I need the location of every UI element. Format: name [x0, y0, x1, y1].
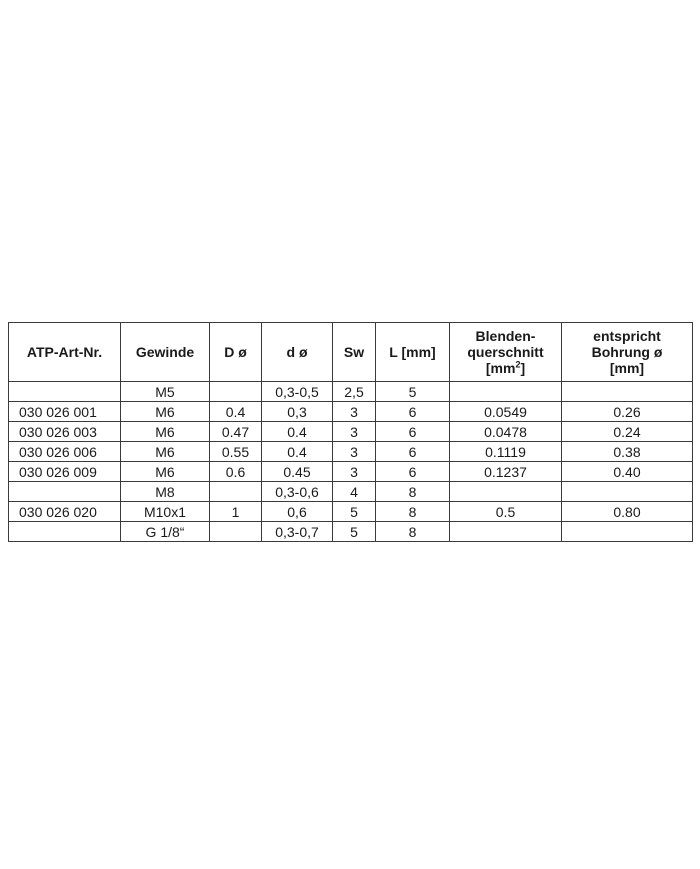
cell-art-nr [9, 482, 121, 502]
header-bohrung-line3: [mm] [609, 360, 645, 376]
cell-D: 0.55 [210, 442, 262, 462]
cell-art-nr: 030 026 009 [9, 462, 121, 482]
cell-blende: 0.5 [450, 502, 562, 522]
cell-d: 0,3-0,6 [262, 482, 333, 502]
cell-bohrung: 0.24 [562, 422, 693, 442]
header-sw: Sw [333, 323, 376, 382]
table-row [9, 502, 693, 522]
cell-L: 8 [376, 482, 450, 502]
cell-art-nr [9, 382, 121, 402]
header-gewinde: Gewinde [121, 323, 210, 382]
cell-gewinde: M10x1 [121, 502, 210, 522]
cell-L: 6 [376, 442, 450, 462]
table-row [9, 462, 693, 482]
cell-sw: 5 [333, 522, 376, 542]
header-blende-line2: querschnitt [467, 344, 544, 360]
cell-L: 8 [376, 502, 450, 522]
cell-d: 0,3-0,5 [262, 382, 333, 402]
cell-D [210, 382, 262, 402]
header-D-diameter: D ø [210, 323, 262, 382]
cell-D: 0.4 [210, 402, 262, 422]
cell-bohrung [562, 382, 693, 402]
header-bohrung [562, 323, 693, 382]
cell-d: 0,3-0,7 [262, 522, 333, 542]
cell-gewinde: M6 [121, 422, 210, 442]
cell-blende [450, 522, 562, 542]
cell-d: 0.4 [262, 422, 333, 442]
cell-L: 6 [376, 402, 450, 422]
header-art-nr: ATP-Art-Nr. [9, 323, 121, 382]
table-row [9, 482, 693, 502]
cell-sw: 3 [333, 462, 376, 482]
cell-d: 0.4 [262, 442, 333, 462]
cell-L: 8 [376, 522, 450, 542]
cell-D [210, 482, 262, 502]
cell-gewinde: M6 [121, 402, 210, 422]
header-bohrung-line2: Bohrung ø [591, 344, 663, 360]
cell-gewinde: G 1/8“ [121, 522, 210, 542]
cell-D [210, 522, 262, 542]
cell-d: 0,3 [262, 402, 333, 422]
cell-sw: 3 [333, 442, 376, 462]
cell-bohrung: 0.26 [562, 402, 693, 422]
cell-blende [450, 482, 562, 502]
cell-bohrung: 0.80 [562, 502, 693, 522]
cell-gewinde: M6 [121, 442, 210, 462]
cell-bohrung: 0.38 [562, 442, 693, 462]
cell-blende [450, 382, 562, 402]
cell-blende: 0.1237 [450, 462, 562, 482]
cell-d: 0.45 [262, 462, 333, 482]
cell-blende: 0.0478 [450, 422, 562, 442]
cell-bohrung [562, 522, 693, 542]
cell-D: 1 [210, 502, 262, 522]
cell-sw: 2,5 [333, 382, 376, 402]
table-row [9, 382, 693, 402]
cell-gewinde: M5 [121, 382, 210, 402]
cell-D: 0.6 [210, 462, 262, 482]
cell-sw: 5 [333, 502, 376, 522]
cell-L: 5 [376, 382, 450, 402]
cell-D: 0.47 [210, 422, 262, 442]
header-blende-line1: Blenden- [475, 328, 536, 344]
cell-art-nr [9, 522, 121, 542]
cell-sw: 3 [333, 402, 376, 422]
cell-bohrung: 0.40 [562, 462, 693, 482]
cell-blende: 0.0549 [450, 402, 562, 422]
header-bohrung-line1: entspricht [593, 328, 661, 344]
cell-sw: 4 [333, 482, 376, 502]
header-blendenquerschnitt [450, 323, 562, 382]
cell-art-nr: 030 026 020 [9, 502, 121, 522]
table-row [9, 442, 693, 462]
cell-art-nr: 030 026 001 [9, 402, 121, 422]
header-length: L [mm] [376, 323, 450, 382]
table-row [9, 402, 693, 422]
cell-L: 6 [376, 422, 450, 442]
cell-bohrung [562, 482, 693, 502]
cell-blende: 0.1119 [450, 442, 562, 462]
header-blende-superscript: 2 [515, 359, 521, 370]
cell-art-nr: 030 026 006 [9, 442, 121, 462]
cell-art-nr: 030 026 003 [9, 422, 121, 442]
cell-L: 6 [376, 462, 450, 482]
header-row [9, 323, 693, 382]
table-row [9, 422, 693, 442]
cell-gewinde: M8 [121, 482, 210, 502]
header-blende-line3: [mm [485, 360, 516, 376]
header-blende-line3-end: ] [520, 360, 526, 376]
cell-sw: 3 [333, 422, 376, 442]
specification-table [8, 322, 693, 542]
header-d-diameter: d ø [262, 323, 333, 382]
cell-gewinde: M6 [121, 462, 210, 482]
cell-d: 0,6 [262, 502, 333, 522]
table-row [9, 522, 693, 542]
